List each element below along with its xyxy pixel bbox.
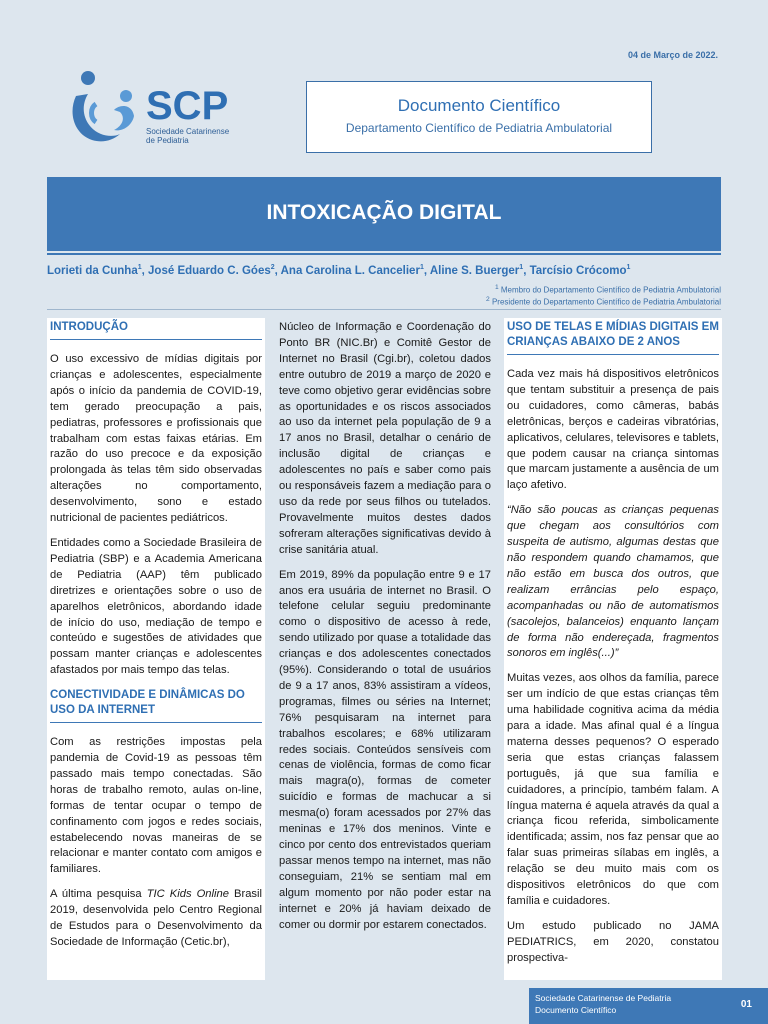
section-heading-introducao: INTRODUÇÃO [50, 320, 262, 340]
paragraph: Um estudo publicado no JAMA PEDIATRICS, em 2020, constatou prospectiva- [507, 919, 719, 964]
author-affiliation-mark: 1 [419, 264, 424, 271]
footer-society: Sociedade Catarinense de Pediatria [535, 993, 672, 1003]
section-heading-uso-de-telas: USO DE TELAS E MÍDIAS DIGITAIS EM CRIANÇAS ABAIXO DE 2 ANOS [507, 320, 719, 355]
section-heading-conectividade: CONECTIVIDADE E DINÂMICAS DO USO DA INTERNET [50, 688, 262, 723]
page-title: INTOXICAÇÃO DIGITAL [266, 201, 502, 224]
text-run: A última pesquisa [50, 888, 147, 901]
author-name: Aline S. Buerger [429, 264, 520, 277]
footer-doc-type: Documento Científico [535, 1005, 617, 1015]
title-banner [47, 177, 721, 251]
paragraph: Em 2019, 89% da população entre 9 e 17 anos era usuária de internet no Brasil. O telefone celular seguiu predominante como o dispositivo de acesso à rede, sendo utilizado por quase a totalidade das crianças e dos adolescentes conectados (95%). Considerando o total de usuários de 9 a 17 anos, 83% assistiram a vídeos, programas, filmes ou séries na Internet; 76% pesquisaram na internet para trabalhos escolares; e 68% utilizaram redes sociais. Conteúdos sensíveis com cenas de violência, formas de como ficar mais magra(o), formas de cometer suicídio e formas de machucar a si mesma(o) foram acessados por 27% das meninas e 17% dos meninos. Vinte e cinco por cento dos entrevistados queriam passar menos tempo na internet, mas não conseguiam, 21% se sentiam mal em algum momento por não poder estar na internet e 20% já haviam deixado de comer ou dormir por estarem conectados. [279, 568, 491, 931]
affiliation-1 [495, 284, 721, 295]
document-date: 04 de Março de 2022. [627, 50, 718, 60]
header-divider [47, 309, 721, 310]
affiliation-mark: 2 [486, 296, 490, 303]
department-subtitle: Departamento Científico de Pediatria Ambulatorial [345, 121, 613, 135]
paragraph: Núcleo de Informação e Coordenação do Ponto BR (NIC.Br) e Comitê Gestor de Internet no Brasil (Cgi.br), coletou dados entre outubro de 2019 a março de 2020 e teve como objetivo gerar evidências sobre as oportunidades e os riscos associados ao uso da internet pela população de 9 a 17 anos no Brasil, detalhar o cenário de inclusão digital de crianças e adolescentes no país e saber como pais ou responsáveis fazem a mediação para o uso da rede por seus filhos ou tutelados. Provavelmente muitos destes dados sofreram alterações significativas devido à crise sanitária atual. [279, 321, 491, 556]
banner-divider [47, 253, 721, 255]
paragraph: Entidades como a Sociedade Brasileira de Pediatria (SBP) e a Academia Americana de Pediatria (AAP) têm publicado diretrizes e orientações sobre o uso de aparelhos eletrônicos, abordando idade de início do uso, mediação de tempo e conteúdo e sugestões de atividades que possam manter crianças e adolescentes afastados por mais tempo das telas. [50, 536, 262, 677]
logo-name-line2: de Pediatria [146, 136, 189, 145]
paragraph: Cada vez mais há dispositivos eletrônicos que tentam substituir a presença de pais ou cuidadores, como câmeras, babás eletrônicas, berços e cadeiras vibratórias, aplicativos, celulares, televisores e tablets, que podem causar na criança sintomas que marcam justamente a ausência de um laço afetivo. [507, 368, 719, 492]
column-3 [504, 318, 722, 980]
document-header-box [306, 81, 652, 153]
affiliation-text: Presidente do Departamento Científico de Pediatria Ambulatorial [491, 297, 721, 307]
author-name: Lorieti da Cunha [47, 264, 138, 277]
paragraph: O uso excessivo de mídias digitais por crianças e adolescentes, especialmente após o início da pandemia de COVID-19, tem gerado preocupação a pais, pediatras, professores e profissionais que trabalham com estas faixas etárias. Em razão do uso precoce e da exposição prolongada às telas têm sido observadas alterações no comportamento, desenvolvimento, sono e estado nutricional de pacientes pediátricos. [50, 353, 262, 525]
paragraph: Com as restrições impostas pela pandemia de Covid-19 as pessoas têm passado mais tempo conectadas. São horas de trabalho remoto, aulas on-line, formas de tentar ocupar o tempo de confinamento com jogos e redes sociais, estabelecendo novas maneiras de se relacionar e manter contato com amigos e familiares. [50, 736, 262, 876]
author-name: Tarcísio Crócomo [529, 264, 627, 277]
quote-paragraph: “Não são poucas as crianças pequenas que chegam aos consultórios com suspeita de autismo, algumas destas que não respondem quando chamamos, que não estão em busca dos outros, que realizam errâncias pelo espaço, acompanhadas ou não de automatismos (sacolejos, balanceios) enquanto lançam de forma não endereçada, fragmentos sonoros em inglês(...)” [507, 504, 719, 660]
page-number: 01 [740, 999, 752, 1010]
affiliation-2 [486, 296, 721, 307]
affiliation-text: Membro do Departamento Científico de Pediatria Ambulatorial [500, 285, 721, 295]
paragraph [50, 887, 262, 951]
affiliation-mark: 1 [494, 284, 499, 291]
logo-name [146, 127, 256, 145]
logo-acronym: SCP [146, 84, 229, 128]
footer [529, 988, 768, 1024]
paragraph: Muitas vezes, aos olhos da família, parece ser um indício de que estas crianças têm uma habilidade cognitiva acima da média para a idade. Mas afinal qual é a língua materna desses pequenos? O esperado seria que estas crianças falassem português, já que sua família e cuidadores, a princípio, também falam. A língua materna é aquela através da qual a criança ficou referida, simbolicamente identificada; assim, nos faz pensar que ao falar suas primeiras sílabas em inglês, a relação se deu muito mais com os dispositivos eletrônicos do que com família e cuidadores. [507, 672, 719, 907]
author-name: José Eduardo C. Góes [148, 264, 271, 277]
author-list: Lorieti da Cunha$^1$, José Eduardo C. Góes$^2$, Ana Carolina L. Cancelier$^1$, Aline S. Buerger$^1$, Tarcísio Crócomo$^1$ [47, 264, 631, 277]
text-run: Brasil 2019, desenvolvida pelo Centro Regional de Estudos para o Desenvolvimento da Sociedade de Informação (Cetic.br), [50, 888, 262, 948]
logo-name-line1: Sociedade Catarinense [146, 127, 230, 136]
author-name: Ana Carolina L. Cancelier [280, 264, 420, 277]
author-affiliation-mark: 2 [270, 264, 275, 271]
column-2 [276, 318, 494, 980]
author-affiliation-mark: 1 [519, 264, 524, 271]
author-affiliation-mark: 1 [626, 264, 631, 271]
column-1 [47, 318, 265, 980]
document-type-title: Documento Científico [397, 96, 561, 115]
survey-name: TIC Kids Online [146, 888, 229, 901]
author-affiliation-mark: 1 [137, 264, 142, 271]
